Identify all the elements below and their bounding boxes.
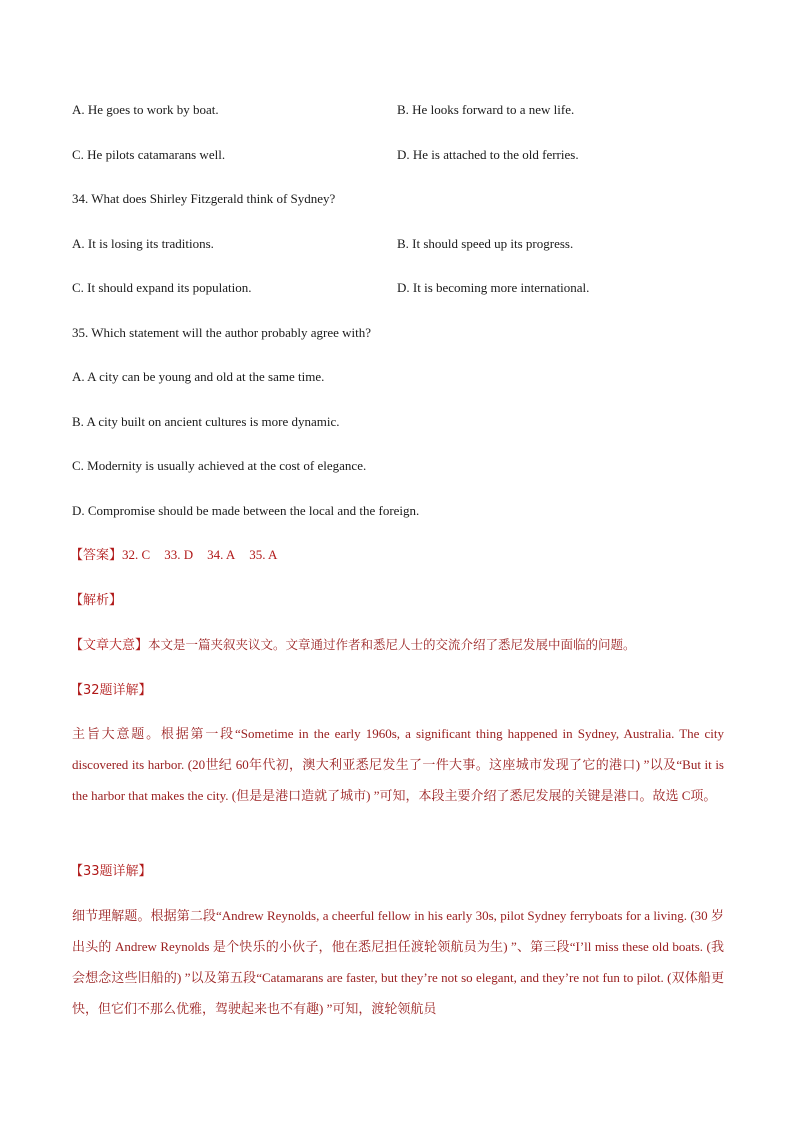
q32-detail-label: 【32题详解】: [70, 683, 152, 698]
q34-option-b: B. It should speed up its progress.: [397, 236, 574, 251]
answer-item: 35. A: [249, 547, 278, 562]
answer-item: 34. A: [207, 547, 236, 562]
q32-detail-text: 主旨大意题。根据第一段“Sometime in the early 1960s, a significant thing happened in Sydney, Australia. The city discovered its harbor. (20世纪 60年代初，澳大利亚悉尼发生了一件大事。这座城市发现了它的港口) ”以及“But it is the harbor that makes the city. (但是是港口造就了城市) ”可知，本段主要介绍了悉尼发展的关键是港口。故选 C项。: [72, 726, 724, 803]
q34-option-a: A. It is losing its traditions.: [72, 236, 214, 251]
q34-option-c: C. It should expand its population.: [72, 280, 252, 295]
q33-option-b: B. He looks forward to a new life.: [397, 102, 575, 117]
summary-text: 本文是一篇夹叙夹议文。文章通过作者和悉尼人士的交流介绍了悉尼发展中面临的问题。: [148, 637, 636, 652]
answer-label: 【答案】: [70, 548, 123, 563]
answer-item: 33. D: [164, 547, 194, 562]
q34-option-d: D. It is becoming more international.: [397, 280, 590, 295]
q33-option-d: D. He is attached to the old ferries.: [397, 147, 579, 162]
q35-question: 35. Which statement will the author probably agree with?: [72, 325, 372, 340]
q35-option-d: D. Compromise should be made between the local and the foreign.: [72, 503, 420, 518]
q33-option-a: A. He goes to work by boat.: [72, 102, 219, 117]
q33-detail-label: 【33题详解】: [70, 864, 152, 879]
analysis-label: 【解析】: [70, 593, 123, 608]
q33-option-c: C. He pilots catamarans well.: [72, 147, 226, 162]
q33-detail-text: 细节理解题。根据第二段“Andrew Reynolds, a cheerful fellow in his early 30s, pilot Sydney ferryboats for a living. (30 岁出头的 Andrew Reynolds 是个快乐的小伙子，他在悉尼担任渡轮领航员为生) ”、第三段“I’ll miss these old boats. (我会想念这些旧船的) ”以及第五段“Catamarans are faster, but they’re not so elegant, and they’re not fun to pilot. (双体船更快，但它们不那么优雅，驾驶起来也不有趣) ”可知，渡轮领航员: [72, 908, 724, 1016]
q34-question: 34. What does Shirley Fitzgerald think of Sydney?: [72, 191, 336, 206]
q35-option-b: B. A city built on ancient cultures is more dynamic.: [72, 414, 340, 429]
summary-label: 【文章大意】: [70, 638, 149, 653]
answer-item: 32. C: [122, 547, 151, 562]
summary-line: [70, 636, 636, 655]
q35-option-a: A. A city can be young and old at the same time.: [72, 369, 325, 384]
q35-option-c: C. Modernity is usually achieved at the cost of elegance.: [72, 458, 367, 473]
answer-line: [70, 546, 277, 565]
